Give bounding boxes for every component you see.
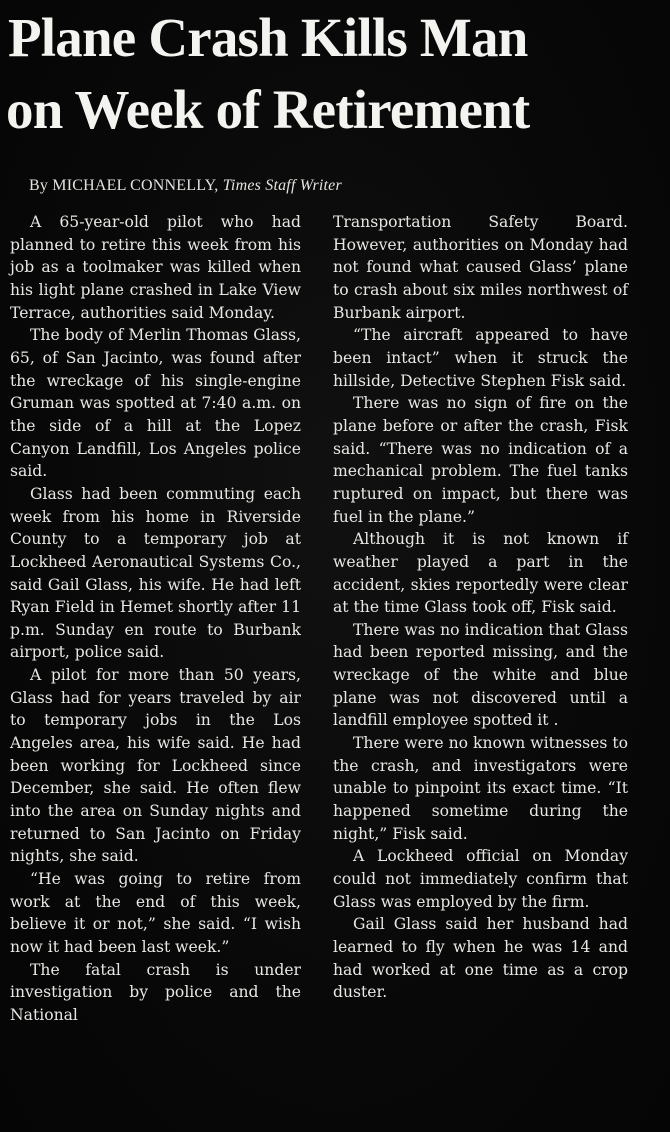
headline-line-1: Plane Crash Kills Man <box>8 7 528 68</box>
article-paragraph: Glass had been commuting each week from his home in Riverside County to a temporary job at Lockheed Aeronautical Systems Co., said Gail Glass, his wife. He had left Ryan Field in Hemet shortly after 11 p.m. Sunday en route to Burbank airport, police said. <box>10 484 301 662</box>
article-paragraph-continued: Transportation Safety Board. However, authorities on Monday had not found what caused Glass’ plane to crash about six miles northwest of Burbank airport. <box>333 213 628 322</box>
article-column-right <box>333 211 628 1004</box>
byline-author: By MICHAEL CONNELLY, <box>29 177 219 194</box>
article-paragraph: “He was going to retire from work at the end of this week, believe it or not,” she said. “I wish now it had been last week.” <box>10 870 301 956</box>
article-paragraph: “The aircraft appeared to have been intact” when it struck the hillside, Detective Stephen Fisk said. <box>333 326 628 390</box>
byline-desk: Times Staff Writer <box>222 177 342 194</box>
byline <box>29 176 342 196</box>
article-paragraph: There were no known witnesses to the crash, and investigators were unable to pinpoint its exact time. “It happened sometime during the night,” Fisk said. <box>333 734 628 843</box>
headline-line-2: on Week of Retirement <box>6 79 530 140</box>
article-paragraph: A Lockheed official on Monday could not immediately confirm that Glass was employed by the firm. <box>333 847 628 911</box>
article-paragraph: A pilot for more than 50 years, Glass had for years traveled by air to temporary jobs in the Los Angeles area, his wife said. He had been working for Lockheed since December, she said. He often flew into the area on Sunday nights and returned to San Jacinto on Friday nights, she said. <box>10 666 301 866</box>
article-paragraph: There was no indication that Glass had been reported missing, and the wreckage of the white and blue plane was not discovered until a landfill employee spotted it . <box>333 620 628 730</box>
article-paragraph: Although it is not known if weather played a part in the accident, skies reportedly were clear at the time Glass took off, Fisk said. <box>333 530 628 617</box>
article-paragraph: There was no sign of fire on the plane before or after the crash, Fisk said. “There was no indication of a mechanical problem. The fuel tanks ruptured on impact, but there was fuel in the plane.” <box>333 394 628 526</box>
article-paragraph: The fatal crash is under investigation by police and the National <box>10 960 301 1024</box>
article-paragraph: Gail Glass said her husband had learned to fly when he was 14 and had worked at one time as a crop duster. <box>333 915 628 1002</box>
article-paragraph: The body of Merlin Thomas Glass, 65, of San Jacinto, was found after the wreckage of his single-engine Gruman was spotted at 7:40 a.m. on the side of a hill at the Lopez Canyon Landfill, Los Angeles police said. <box>10 326 301 481</box>
article-column-left <box>10 211 301 1027</box>
article-paragraph: A 65-year-old pilot who had planned to retire this week from his job as a toolmaker was killed when his light plane crashed in Lake View Terrace, authorities said Monday. <box>10 213 301 322</box>
